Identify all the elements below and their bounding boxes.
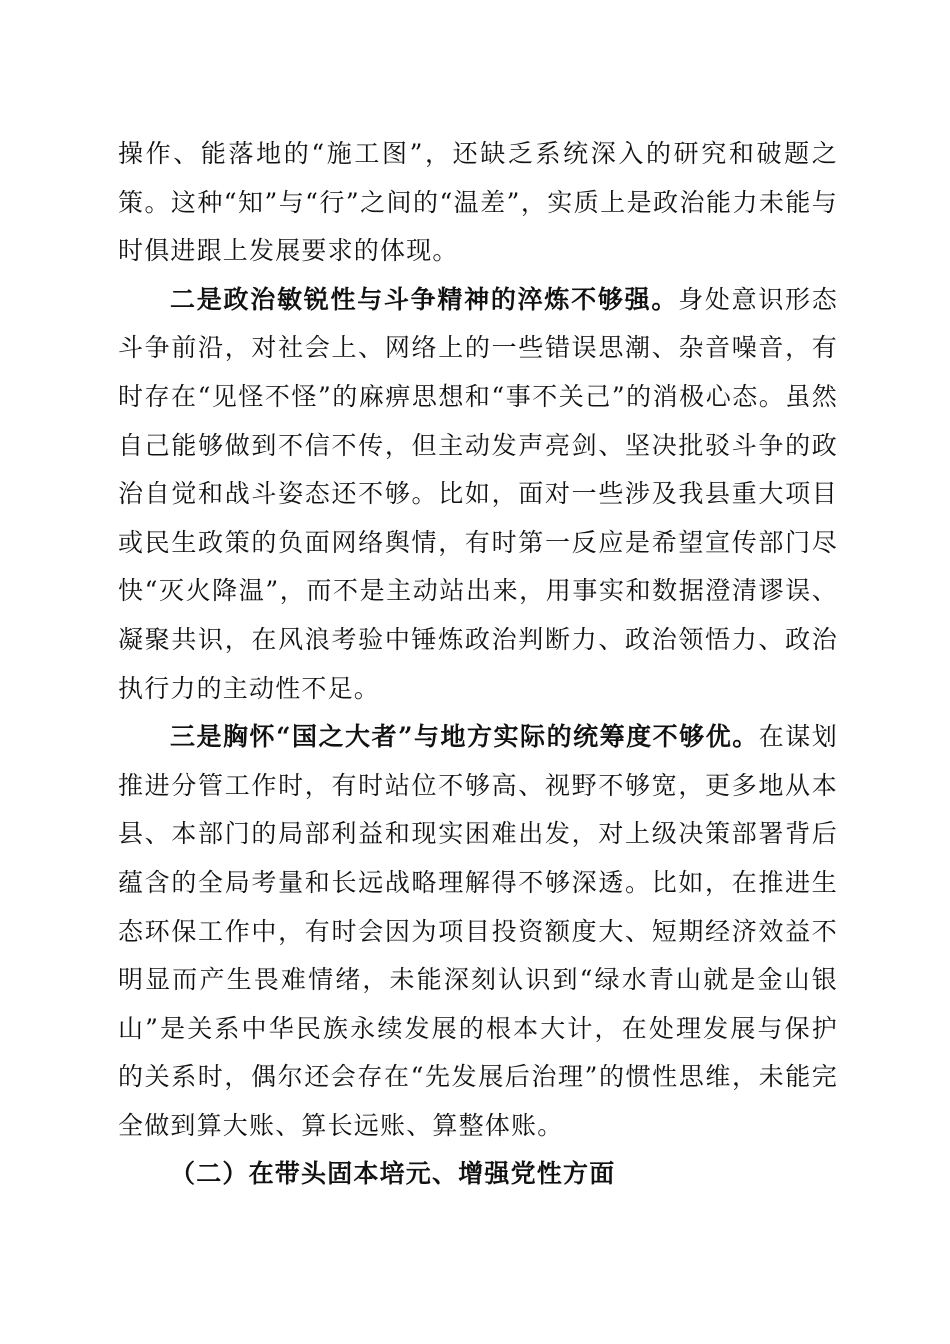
paragraph-point-two [118,276,838,713]
paragraph-lead: 三是胸怀“国之大者”与地方实际的统筹度不够优。 [170,722,759,752]
section-heading: （二）在带头固本培元、增强党性方面 [170,1159,616,1189]
paragraph-text: 操作、能落地的“施工图”，还缺乏系统深入的研究和破题之策。这种“知”与“行”之间的“温差”，实质上是政治能力未能与时俱进跟上发展要求的体现。 [118,139,838,266]
paragraph-point-three [118,713,838,1150]
paragraph-text: 身处意识形态斗争前沿，对社会上、网络上的一些错误思潮、杂音噪音，有时存在“见怪不怪”的麻痹思想和“事不关己”的消极心态。虽然自己能够做到不信不传，但主动发声亮剑、坚决批驳斗争的政治自觉和战斗姿态还不够。比如，面对一些涉及我县重大项目或民生政策的负面网络舆情，有时第一反应是希望宣传部门尽快“灭火降温”，而不是主动站出来，用事实和数据澄清谬误、凝聚共识，在风浪考验中锤炼政治判断力、政治领悟力、政治执行力的主动性不足。 [118,284,838,703]
paragraph-text: 在谋划推进分管工作时，有时站位不够高、视野不够宽，更多地从本县、本部门的局部利益和现实困难出发，对上级决策部署背后蕴含的全局考量和长远战略理解得不够深透。比如，在推进生态环保工作中，有时会因为项目投资额度大、短期经济效益不明显而产生畏难情绪，未能深刻认识到“绿水青山就是金山银山”是关系中华民族永续发展的根本大计，在处理发展与保护的关系时，偶尔还会存在“先发展后治理”的惯性思维，未能完全做到算大账、算长远账、算整体账。 [118,722,838,1140]
paragraph-lead: 二是政治敏锐性与斗争精神的淬炼不够强。 [170,284,679,314]
paragraph-continuation [118,130,838,276]
document-page [118,130,838,1199]
